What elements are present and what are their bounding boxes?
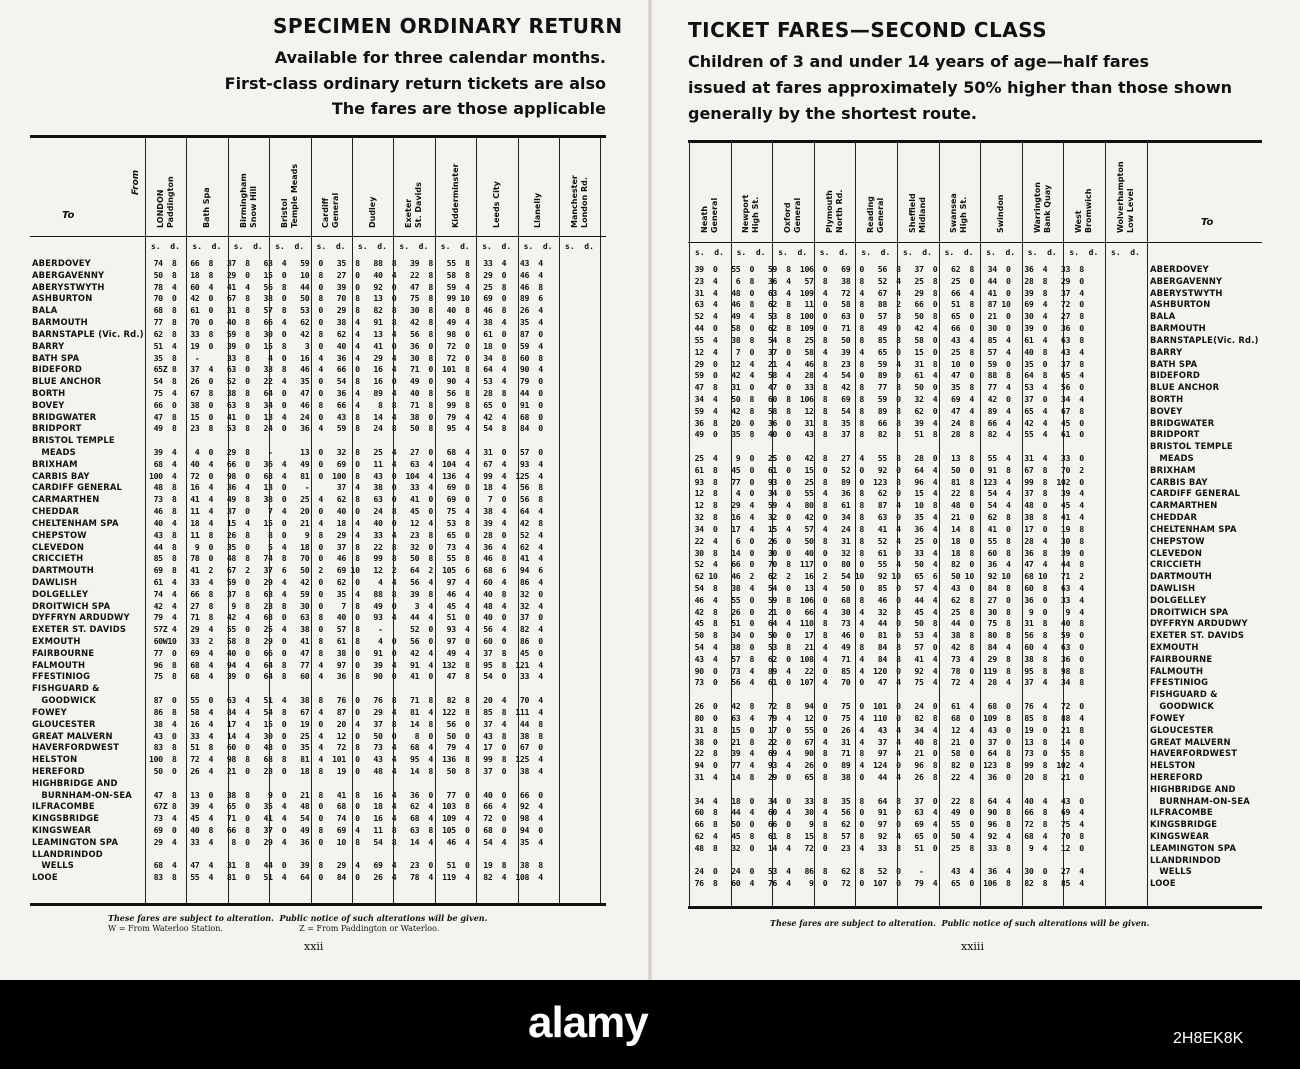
right-sd-header: s. d. <box>861 248 891 257</box>
left-column-header: Llanelly <box>533 192 543 228</box>
left-sd-header: s. d. <box>275 242 305 251</box>
left-column-header: Exeter St. Davids <box>404 182 424 228</box>
left-fare-values: 74 8 66 8 37 8 63 4 59 0 35 8 88 8 39 8 55 8 33 4 43 4 50 8 18 8 29 0 15 0 10 8 27 0 40 4 22 8 58 8 29 0 46 4 78 4 60 4 41 4 56 8 44 0 39 0 92 0 47 8 59 4 25 8 46 8 70 0 42 0 67 8 38 0 50 8 70 8 13 0 75 8 99 10 69 0 89 6 68 8 61 0 31 8 57 8 53 0 29 8 82 8 30 8 40 8 46 8 26 4 77 8 70 0 40 8 66 4 62 0 38 4 91 8 42 8 49 4 38 4 35 4 62 8 33 8 59 8 30 0 42 8 62 4 13 4 56 8 98 0 61 0 87 0 51 4 19 0 39 0 15 8 3 0 40 4 41 0 36 0 72 0 18 0 59 4 35 8 - 33 8 4 0 16 4 36 4 29 4 30 8 72 0 34 8 60 8 65Z 8 37 4 63 0 33 8 46 4 66 0 16 4 71 0 101 8 64 4 90 4 54 8 26 0 52 0 22 4 35 0 54 8 16 0 49 0 90 4 53 4 79 0 75 4 67 8 38 8 64 0 47 0 36 4 89 4 40 8 56 8 28 8 44 0 66 0 38 0 63 8 34 0 46 8 66 4 8 8 71 8 99 8 65 0 91 0 47 8 15 0 41 0 13 4 24 0 43 8 14 4 38 0 79 4 42 4 68 0 49 8 23 8 53 8 24 0 36 4 59 8 24 8 50 8 95 4 54 8 84 0 39 4 4 0 29 8 - 13 0 32 8 25 4 27 0 68 4 31 0 57 0 68 4 40 4 66 0 36 4 49 0 69 0 11 4 63 4 104 4 67 4 93 4 100 4 72 0 98 0 68 4 81 0 100 8 43 0 104 4 136 4 99 4 125 4 48 8 16 4 36 4 13 0 - 37 4 38 0 33 4 69 0 18 4 56 8 73 8 41 4 49 8 38 0 25 4 62 8 63 0 41 0 69 0 7 0 56 8 46 8 11 4 37 0 7 4 20 0 40 0 24 8 45 0 75 4 38 4 64 4 40 4 18 4 15 4 15 0 21 4 18 4 40 0 12 4 53 8 39 4 42 8 43 8 11 8 26 8 8 0 9 8 29 4 33 4 23 8 65 0 28 0 52 4 44 8 9 0 35 0 5 4 18 0 37 8 22 8 32 0 73 4 36 4 62 4 85 8 78 0 48 8 74 8 70 0 46 8 99 8 50 8 55 8 46 8 41 4 69 8 41 2 67 2 37 6 50 2 69 10 12 2 64 2 105 6 68 6 94 6 61 4 33 4 59 0 29 4 42 0 62 0 4 4 56 4 97 4 60 4 86 4 74 4 66 8 37 8 63 4 59 0 35 4 88 8 39 8 46 4 40 8 32 0 42 4 27 8 9 8 23 8 30 0 7 8 49 0 3 4 45 4 48 4 32 4 79 4 71 8 42 4 68 0 63 8 40 0 93 4 44 4 51 0 40 0 37 0 57Z 4 29 4 55 0 25 4 38 0 57 8 - 52 0 93 4 56 4 82 4 60W10 33 2 58 8 29 0 41 8 61 8 4 0 56 0 97 0 60 0 86 0 77 0 69 4 40 0 66 0 47 8 38 0 91 0 42 4 49 4 37 8 45 0 96 8 68 4 94 4 64 8 77 4 97 0 39 4 91 4 132 8 95 8 121 4 75 8 68 4 39 0 64 8 60 4 36 8 90 0 41 0 47 8 54 0 33 4 87 0 55 0 63 4 51 4 38 8 76 0 76 8 71 8 82 8 20 4 70 4 86 8 58 4 84 4 54 8 67 4 87 0 29 4 81 4 122 8 85 8 111 4 38 4 16 4 17 4 15 0 19 0 20 4 37 8 14 8 56 0 37 4 44 8 43 0 33 4 14 4 30 0 25 4 12 0 50 0 8 0 50 0 43 8 38 8 83 8 51 8 60 0 48 0 35 4 72 8 73 4 68 4 79 4 17 0 67 0 100 8 72 4 98 8 68 8 81 4 101 0 43 4 95 4 136 8 99 8 125 4 50 0 26 4 21 0 23 0 18 8 19 0 48 4 14 8 50 8 37 0 38 4 47 8 13 0 38 8 9 0 21 8 41 8 16 4 36 0 77 0 40 0 66 0 67Z 8 39 4 65 0 35 4 48 0 68 0 18 4 62 4 103 8 66 4 92 4 73 4 45 4 71 0 41 4 54 0 74 0 16 4 68 4 109 4 72 0 98 4 69 0 40 8 66 8 37 0 49 8 69 4 11 8 63 8 105 0 68 0 94 0 29 4 33 4 8 0 29 4 36 0 10 8 54 8 14 4 46 4 54 4 35 4 68 4 47 4 31 8 44 0 39 8 29 4 69 4 23 0 51 0 19 8 38 8 83 8 55 4 81 0 51 4 64 0 84 0 26 4 78 4 119 4 82 4 108 4 <box>149 258 543 883</box>
left-sd-header: s. d. <box>565 242 594 251</box>
left-header-rule <box>30 236 606 237</box>
left-column-header: Cardiff General <box>321 192 341 228</box>
left-page-number: xxii <box>304 940 324 953</box>
left-sd-header: s. d. <box>399 242 429 251</box>
right-sd-header: s. d. <box>736 248 766 257</box>
left-sd-header: s. d. <box>482 242 512 251</box>
left-column-header: Bristol Temple Meads <box>279 163 299 228</box>
right-column-header: Reading General <box>866 196 886 233</box>
right-column-separator <box>1147 142 1148 906</box>
left-column-separator <box>600 137 601 903</box>
left-table-top-rule <box>30 135 606 138</box>
right-header-rule <box>688 242 1262 243</box>
left-sd-header: s. d. <box>358 242 387 251</box>
left-intro-line-3: The fares are those applicable <box>331 99 606 118</box>
left-column-header: LONDON Paddington <box>155 176 175 228</box>
right-column-header: Wolverhampton Low Level <box>1115 161 1135 233</box>
right-sd-header: s. d. <box>1027 248 1057 257</box>
right-destination-names: ABERDOVEY ABERGAVENNY ABERYSTWYTH ASHBURTON BALA BARMOUTH BARNSTAPLE(Vic. Rd.) BARRY BATH SPA BIDEFORD BLUE ANCHOR BORTH BOVEY BRIDGWATER BRIDPORT BRISTOL TEMPLE MEADS BRIXHAM CARBIS BAY CARDIFF GENERAL CARMARTHEN CHEDDAR CHELTENHAM SPA CHEPSTOW CLEVEDON CRICCIETH DARTMOUTH DAWLISH DOLGELLEY DROITWICH SPA DYFFRYN ARDUDWY EXETER ST. DAVIDS EXMOUTH FAIRBOURNE FALMOUTH FFESTINIOG FISHGUARD & GOODWICK FOWEY GLOUCESTER GREAT MALVERN HAVERFORDWEST HELSTON HEREFORD HIGHBRIDGE AND BURNHAM-ON-SEA ILFRACOMBE KINGSBRIDGE KINGSWEAR LEAMINGTON SPA LLANDRINDOD WELLS LOOE <box>1150 264 1259 889</box>
left-page-title: SPECIMEN ORDINARY RETURN <box>273 14 623 38</box>
left-sd-header: s. d. <box>523 242 553 251</box>
left-sd-header: s. d. <box>440 242 470 251</box>
left-column-header: Manchester London Rd. <box>569 175 589 228</box>
right-intro-line-2: issued at fares approximately 50% higher than those shown <box>688 78 1232 97</box>
right-column-header: Warrington Bank Quay <box>1032 181 1052 233</box>
right-sd-header: s. d. <box>695 248 724 257</box>
right-table-bottom-rule <box>688 906 1262 909</box>
right-sd-header: s. d. <box>819 248 849 257</box>
right-sd-header: s. d. <box>944 248 974 257</box>
right-sd-header: s. d. <box>1111 248 1140 257</box>
left-page <box>0 0 648 980</box>
right-column-header: Swindon <box>996 194 1005 233</box>
left-column-header: Dudley <box>367 196 377 228</box>
right-sd-header: s. d. <box>903 248 932 257</box>
left-destination-names: ABERDOVEY ABERGAVENNY ABERYSTWYTH ASHBURTON BALA BARMOUTH BARNSTAPLE (Vic. Rd.) BARRY BATH SPA BIDEFORD BLUE ANCHOR BORTH BOVEY BRIDGWATER BRIDPORT BRISTOL TEMPLE MEADS BRIXHAM CARBIS BAY CARDIFF GENERAL CARMARTHEN CHEDDAR CHELTENHAM SPA CHEPSTOW CLEVEDON CRICCIETH DARTMOUTH DAWLISH DOLGELLEY DROITWICH SPA DYFFRYN ARDUDWY EXETER ST. DAVIDS EXMOUTH FAIRBOURNE FALMOUTH FFESTINIOG FISHGUARD & GOODWICK FOWEY GLOUCESTER GREAT MALVERN HAVERFORDWEST HELSTON HEREFORD HIGHBRIDGE AND BURNHAM-ON-SEA ILFRACOMBE KINGSBRIDGE KINGSWEAR LEAMINGTON SPA LLANDRINDOD WELLS LOOE <box>32 258 144 883</box>
left-intro-line-1: Available for three calendar months. <box>274 48 606 67</box>
left-intro-line-2: First-class ordinary return tickets are also <box>224 74 606 93</box>
alamy-logo: alamy <box>528 998 648 1047</box>
right-column-header: Sheffield Midland <box>907 193 927 233</box>
image-id-label: 2H8EK8K <box>1173 1030 1244 1047</box>
right-sd-header: s. d. <box>1069 248 1099 257</box>
right-page-number: xxiii <box>961 940 984 953</box>
left-footer-key: W = From Waterloo Station. Z = From Paddington or Waterloo. <box>108 924 440 933</box>
left-column-header: Kidderminster <box>450 163 460 228</box>
right-column-header: Swansea High St. <box>949 193 969 233</box>
right-footer-notice: These fares are subject to alteration. Public notice of such alterations will be given. <box>770 918 1150 928</box>
left-table-bottom-rule <box>30 903 606 906</box>
left-sd-header: s. d. <box>233 242 263 251</box>
watermark-bar <box>0 980 1300 1069</box>
left-column-header: Birmingham Snow Hill <box>238 173 258 228</box>
right-sd-header: s. d. <box>986 248 1016 257</box>
right-column-header: Neath General <box>699 197 719 233</box>
left-sd-header: s. d. <box>316 242 346 251</box>
right-column-header: Oxford General <box>783 197 802 233</box>
right-table-top-rule <box>688 140 1262 143</box>
right-page <box>652 0 1300 980</box>
left-to-label: To <box>62 210 75 221</box>
right-page-title: TICKET FARES—SECOND CLASS <box>688 18 1048 42</box>
left-column-header: Bath Spa <box>202 187 212 228</box>
right-to-label: To <box>1201 217 1214 228</box>
left-column-header: Leeds City <box>491 181 501 228</box>
right-column-header: Plymouth North Rd. <box>824 189 844 233</box>
left-footer-notice: These fares are subject to alteration. Public notice of such alterations will be given. <box>108 913 488 923</box>
right-fare-values: 39 0 55 0 59 8 106 0 69 0 56 8 37 0 62 8 34 0 36 4 33 8 23 4 6 8 36 4 57 8 38 8 52 4 25 8 25 0 44 0 28 8 29 0 31 4 48 0 63 4 109 4 72 4 67 4 29 8 66 4 41 0 39 8 37 4 63 4 46 8 62 8 11 0 58 8 88 2 66 0 51 8 87 10 69 4 72 0 52 4 49 4 53 8 100 0 63 0 57 8 50 8 65 0 21 0 30 4 27 8 44 0 58 0 62 8 109 0 71 8 49 0 42 4 66 0 30 0 39 0 36 0 55 4 38 8 54 8 25 8 50 8 85 8 58 0 43 4 85 4 61 4 63 8 12 4 7 0 37 0 58 4 39 4 65 0 15 0 25 8 57 4 40 8 43 4 29 0 12 4 21 4 46 8 23 8 59 4 31 8 10 0 59 0 35 0 37 8 59 0 42 4 58 4 28 4 54 0 89 0 61 4 47 0 88 8 64 8 65 4 47 8 31 0 47 0 33 8 42 8 77 8 50 0 35 8 77 4 53 4 56 0 34 4 50 8 60 8 106 8 69 8 59 0 32 4 69 4 42 0 37 0 34 4 59 4 42 8 58 8 12 8 54 8 89 8 62 0 47 4 89 4 65 4 67 8 36 8 20 0 36 0 31 8 35 8 66 8 39 4 24 8 66 4 42 4 45 0 49 0 35 8 40 0 43 8 37 8 82 8 51 8 28 8 82 4 55 4 61 0 25 4 9 0 25 0 42 8 27 4 55 8 28 0 13 8 55 4 31 4 33 0 61 8 45 0 61 0 15 0 52 0 92 0 64 4 50 0 91 8 67 8 70 2 93 8 77 0 93 0 25 8 89 0 123 8 96 4 81 8 123 4 99 8 102 0 12 8 4 0 34 0 55 4 36 8 62 0 15 4 22 8 54 4 37 8 39 4 12 8 29 4 59 4 80 8 61 8 87 4 10 8 48 0 54 4 48 0 45 4 32 8 16 4 32 0 42 0 34 8 63 0 35 4 21 0 62 8 38 8 41 4 34 0 17 4 15 4 57 4 24 8 41 4 36 4 14 8 41 0 17 0 19 8 22 4 6 0 26 0 50 8 31 8 52 4 25 0 18 0 55 8 28 4 30 8 30 8 14 0 30 0 40 0 32 8 61 0 33 4 18 8 60 8 36 8 39 0 52 4 66 0 70 8 117 0 80 0 55 4 50 4 82 0 36 4 47 4 44 8 62 10 46 2 62 2 16 2 54 10 92 10 65 6 50 10 92 10 68 10 71 2 54 8 38 4 54 0 13 4 50 0 85 0 57 4 43 0 84 8 60 8 63 4 46 4 55 0 59 8 106 0 68 8 46 0 44 4 62 8 27 0 36 0 33 4 42 8 26 0 21 0 66 4 30 4 32 8 45 4 25 8 30 8 9 0 9 4 45 8 51 0 64 4 110 8 73 4 44 0 50 8 44 0 75 8 31 8 40 8 50 8 34 0 50 0 17 8 46 0 81 0 53 4 38 8 80 8 56 8 59 0 54 4 38 0 53 8 21 4 49 8 84 8 57 0 42 8 84 4 60 4 63 0 43 4 57 8 62 0 108 4 71 4 84 8 41 4 73 4 29 8 38 8 36 0 90 0 73 4 89 4 22 0 85 4 120 0 92 4 78 0 119 8 95 8 98 8 73 0 56 4 61 0 107 4 70 0 47 4 75 4 72 4 28 4 37 4 34 8 26 0 42 8 72 8 94 0 75 0 101 0 24 0 61 4 68 0 76 4 72 0 80 0 63 4 79 4 12 0 75 4 110 0 82 8 68 0 109 8 85 8 88 4 31 8 15 0 17 0 55 0 26 4 43 4 34 4 12 4 43 0 19 0 21 8 38 0 21 8 22 0 67 4 31 4 37 4 40 8 21 0 37 0 13 8 14 0 22 8 39 4 69 4 90 8 71 8 97 4 21 0 58 0 64 8 73 0 55 8 94 0 77 4 93 4 26 0 89 4 124 0 96 8 82 0 123 8 99 8 102 4 31 4 14 8 29 0 65 8 38 0 44 4 26 8 22 4 36 0 20 8 21 0 34 4 18 0 34 0 33 8 35 8 64 8 37 0 22 8 64 4 40 4 43 0 60 8 44 4 60 4 30 4 56 0 91 0 63 4 49 0 90 8 66 8 69 4 66 8 50 0 66 0 9 8 62 0 97 0 69 4 55 0 96 8 72 8 75 4 62 4 45 8 61 8 15 8 57 8 92 4 65 0 50 4 92 4 68 4 70 8 48 8 32 0 14 4 72 0 23 4 33 8 51 0 25 8 33 8 9 4 12 0 24 0 24 0 53 4 86 8 62 8 52 0 - 43 4 36 4 30 0 27 4 76 8 60 4 76 4 9 0 72 0 107 0 79 4 65 0 106 8 82 8 85 4 <box>694 264 1084 889</box>
left-sd-header: s. d. <box>151 242 180 251</box>
left-from-label: From <box>131 169 141 195</box>
left-sd-header: s. d. <box>192 242 222 251</box>
right-intro-line-3: generally by the shortest route. <box>688 104 978 123</box>
right-column-separator <box>1105 142 1106 906</box>
left-column-separator <box>145 137 146 903</box>
right-column-header: Newport High St. <box>741 194 761 233</box>
right-sd-header: s. d. <box>778 248 808 257</box>
right-intro-line-1: Children of 3 and under 14 years of age—half fares <box>688 52 1149 71</box>
right-column-header: West Bromwich <box>1074 188 1094 233</box>
left-column-separator <box>559 137 560 903</box>
